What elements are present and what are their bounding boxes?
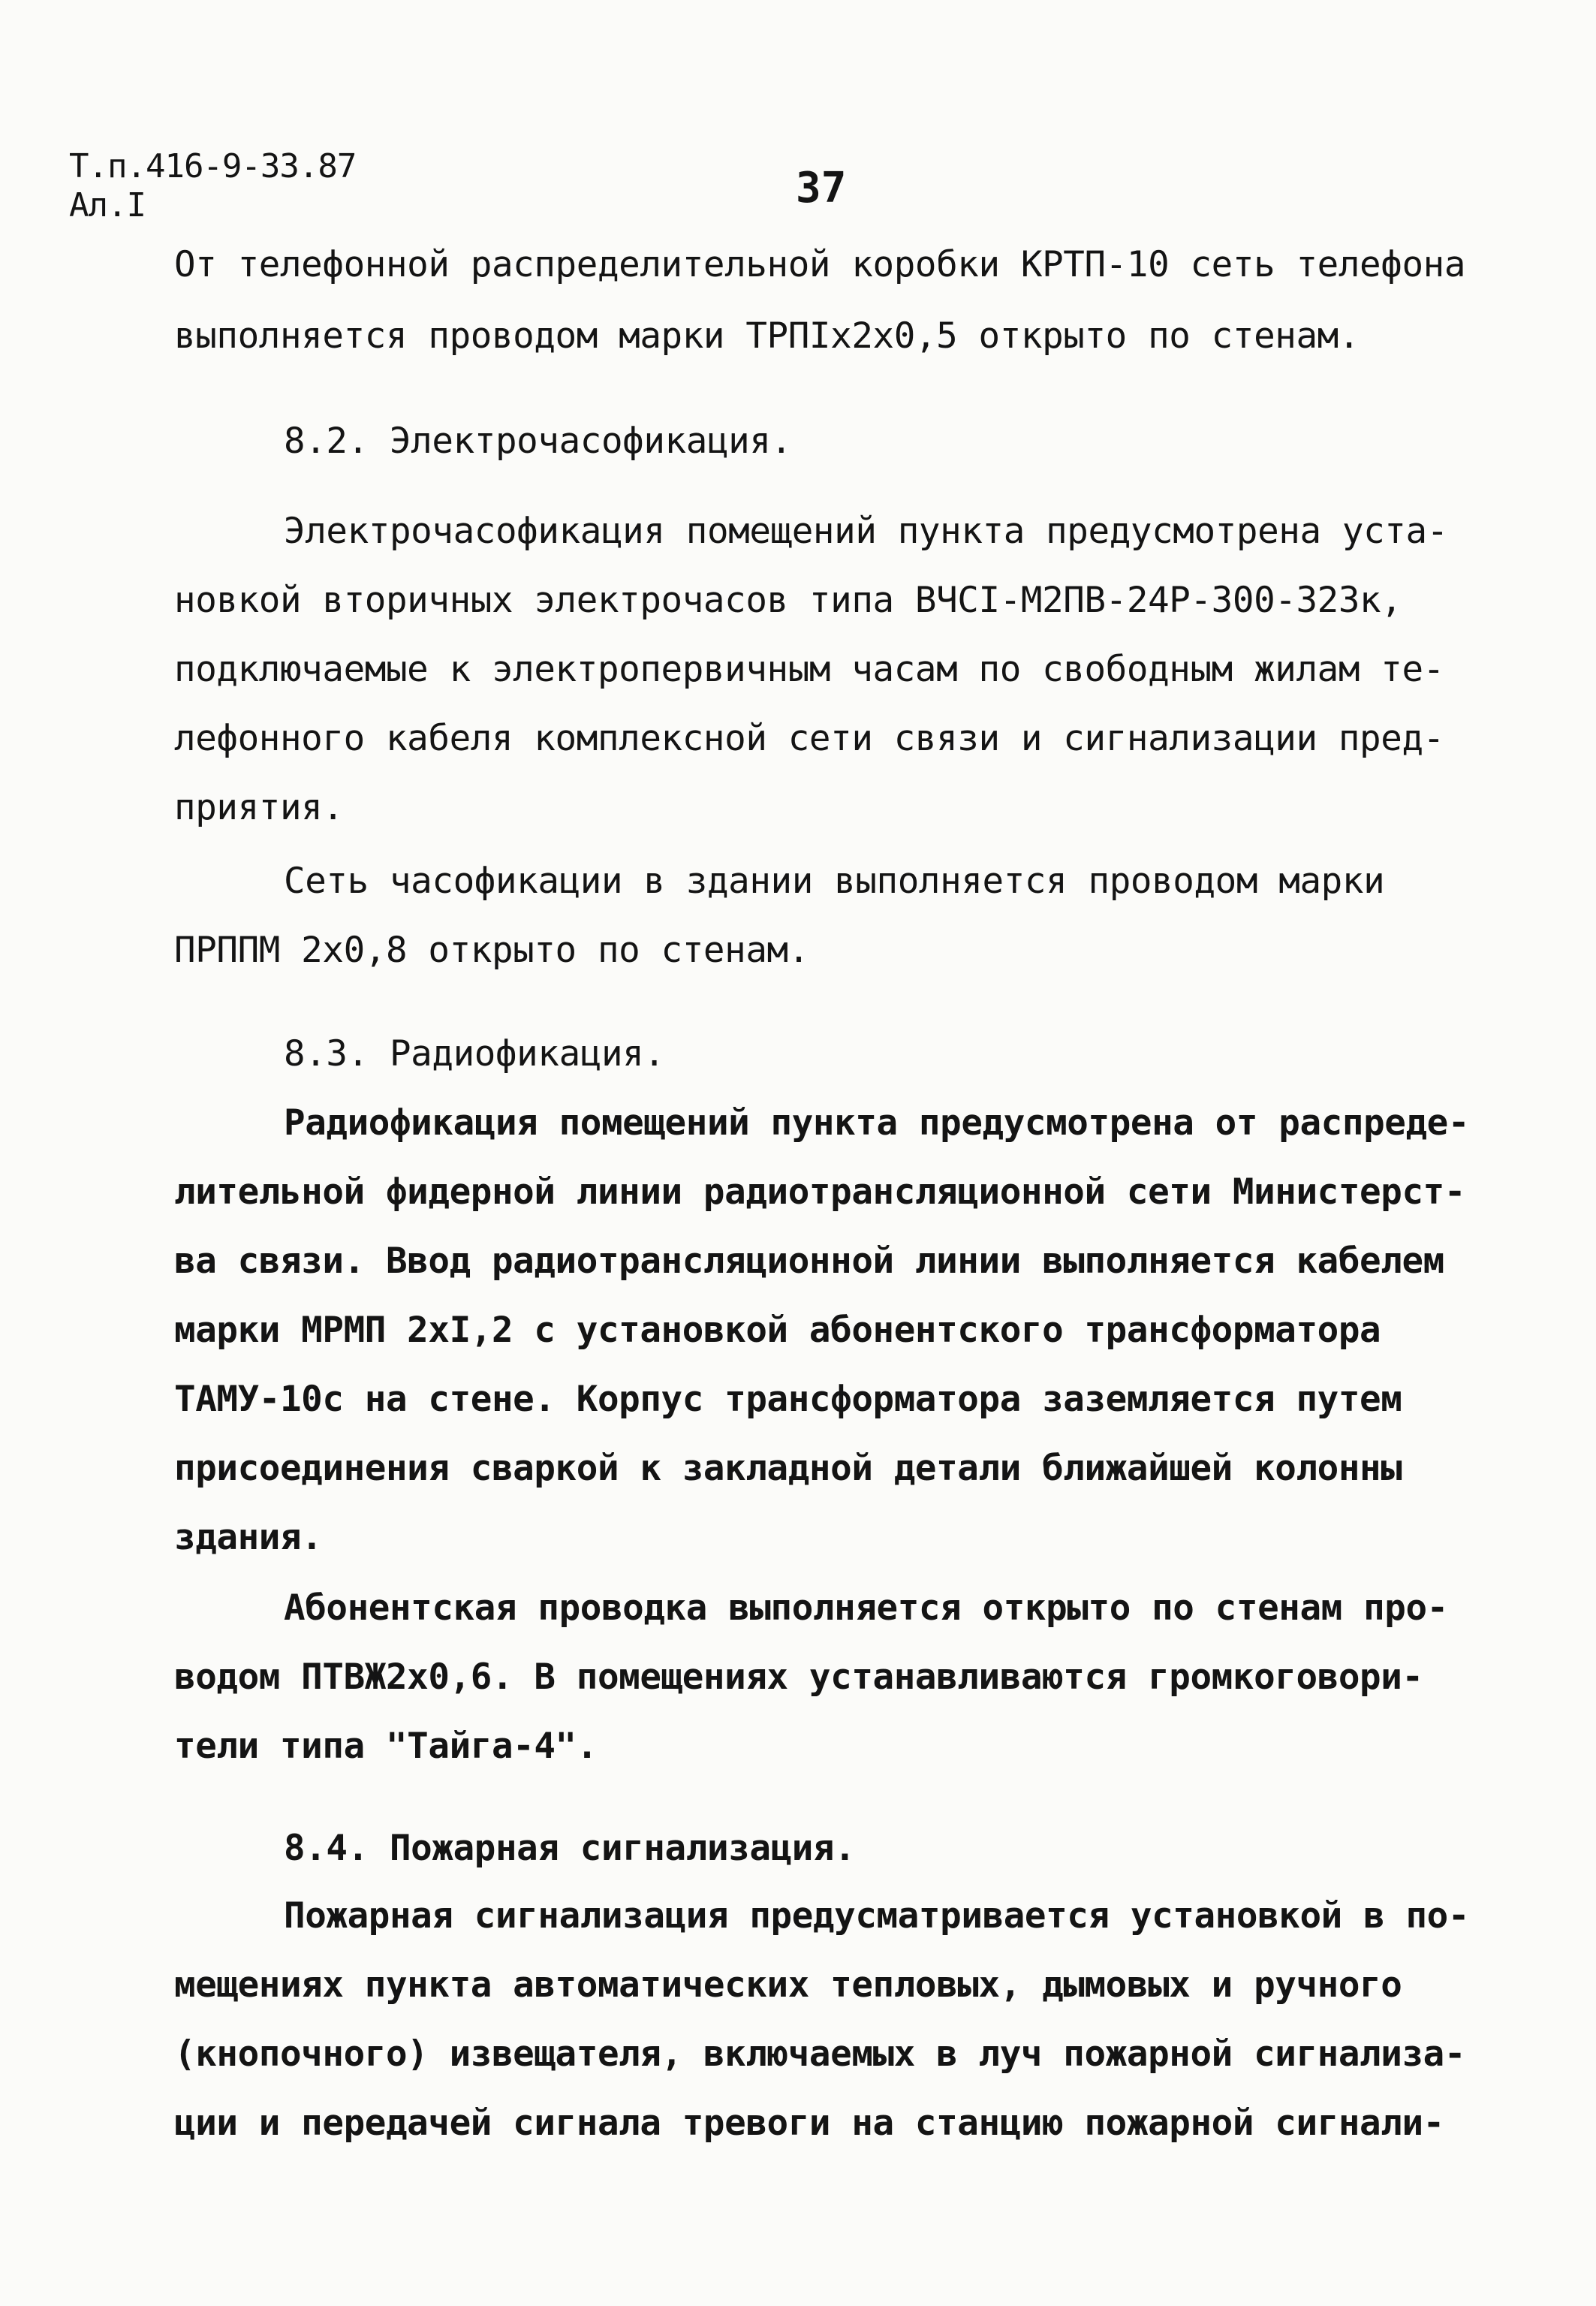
- section-8-4-heading: 8.4. Пожарная сигнализация.: [284, 1828, 856, 1869]
- text-line: Электрочасофикация помещений пункта предусмотрена уста-: [284, 511, 1448, 552]
- text-line: подключаемые к электропервичным часам по свободным жилам те-: [174, 649, 1444, 690]
- text-line: ции и передачей сигнала тревоги на станцию пожарной сигнали-: [174, 2103, 1444, 2144]
- section-8-3-heading: 8.3. Радиофикация.: [284, 1033, 665, 1075]
- text-line: Пожарная сигнализация предусматривается установкой в по-: [284, 1895, 1470, 1937]
- section-8-2-heading: 8.2. Электрочасофикация.: [284, 421, 792, 462]
- text-line: ТАМУ-10с на стене. Корпус трансформатора заземляется путем: [174, 1379, 1402, 1420]
- text-line: приятия.: [174, 787, 344, 828]
- page-number: 37: [796, 164, 847, 213]
- text-line: ПРППМ 2х0,8 открыто по стенам.: [174, 930, 809, 971]
- text-line: лительной фидерной линии радиотрансляционной сети Министерст-: [174, 1171, 1466, 1213]
- text-line: тели типа "Тайга-4".: [174, 1726, 598, 1767]
- text-line: От телефонной распределительной коробки КРТП-10 сеть телефона: [174, 244, 1466, 285]
- text-line: здания.: [174, 1517, 323, 1558]
- text-line: Сеть часофикации в здании выполняется проводом марки: [284, 861, 1385, 902]
- text-line: водом ПТВЖ2х0,6. В помещениях устанавливаются громкоговори-: [174, 1656, 1423, 1698]
- text-line: (кнопочного) извещателя, включаемых в луч пожарной сигнализа-: [174, 2033, 1466, 2075]
- text-line: марки МРМП 2хI,2 с установкой абонентского трансформатора: [174, 1310, 1381, 1351]
- document-code-line2: Ал.I: [69, 186, 146, 225]
- text-line: присоединения сваркой к закладной детали ближайшей колонны: [174, 1448, 1402, 1489]
- text-line: Абонентская проводка выполняется открыто по стенам про-: [284, 1587, 1448, 1629]
- text-line: мещениях пункта автоматических тепловых, дымовых и ручного: [174, 1964, 1402, 2006]
- text-line: выполняется проводом марки ТРПIх2х0,5 открыто по стенам.: [174, 315, 1360, 357]
- text-line: ва связи. Ввод радиотрансляционной линии выполняется кабелем: [174, 1240, 1444, 1282]
- text-line: Радиофикация помещений пункта предусмотрена от распреде-: [284, 1102, 1470, 1144]
- document-code-line1: Т.п.416-9-33.87: [69, 147, 357, 185]
- text-line: новкой вторичных электрочасов типа ВЧСI-М2ПВ-24Р-300-323к,: [174, 580, 1402, 621]
- text-line: лефонного кабеля комплексной сети связи и сигнализации пред-: [174, 718, 1444, 759]
